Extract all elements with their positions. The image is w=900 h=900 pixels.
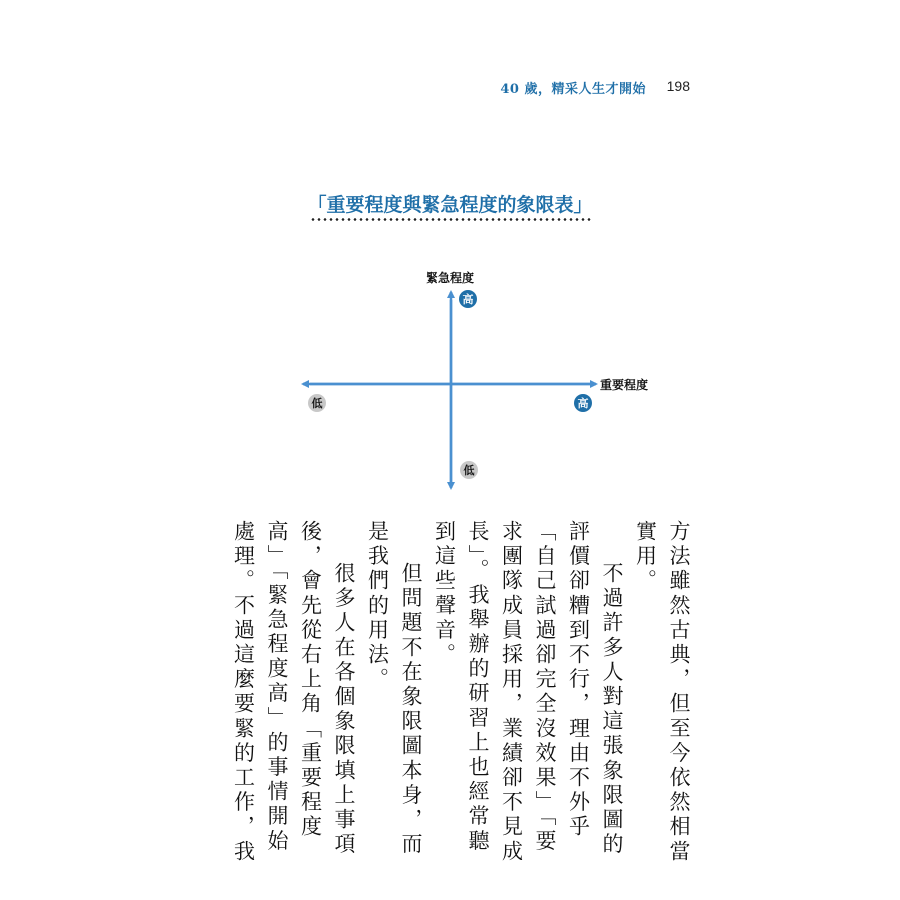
vertical-axis-label: 緊急程度 [425,271,475,285]
paragraph: 不過許多人對這張象限圖的評價卻糟到不行，理由不外乎「自己試過卻完全沒效果」「要求團隊成員採用，業績卻不見成長」。我舉辦的研習上也經常聽到這些聲音。 [432,520,624,865]
svg-text:低: 低 [463,464,475,477]
high-importance-badge [574,394,592,412]
paragraph: 很多人在各個象限填上事項後，會先從右上角「重要程度高」「緊急程度高」的事情開始處理。不過這麼要緊的工作，我 [231,520,356,865]
page-number: 198 [666,78,690,94]
paragraph: 方法雖然古典，但至今依然相當實用。 [633,520,691,865]
svg-text:高: 高 [577,397,589,410]
horizontal-axis-label: 重要程度 [600,378,649,392]
book-title: 40 歲，精采人生才開始 [500,82,646,97]
svg-text:高: 高 [462,293,474,306]
figure-title: 「重要程度與緊急程度的象限表」 [307,194,593,216]
high-urgency-badge [459,290,477,308]
svg-text:低: 低 [311,397,323,410]
low-importance-badge [308,394,326,412]
low-urgency-badge [460,461,478,479]
paragraph: 但問題不在象限圖本身，而是我們的用法。 [365,520,423,858]
body-text [215,520,695,865]
